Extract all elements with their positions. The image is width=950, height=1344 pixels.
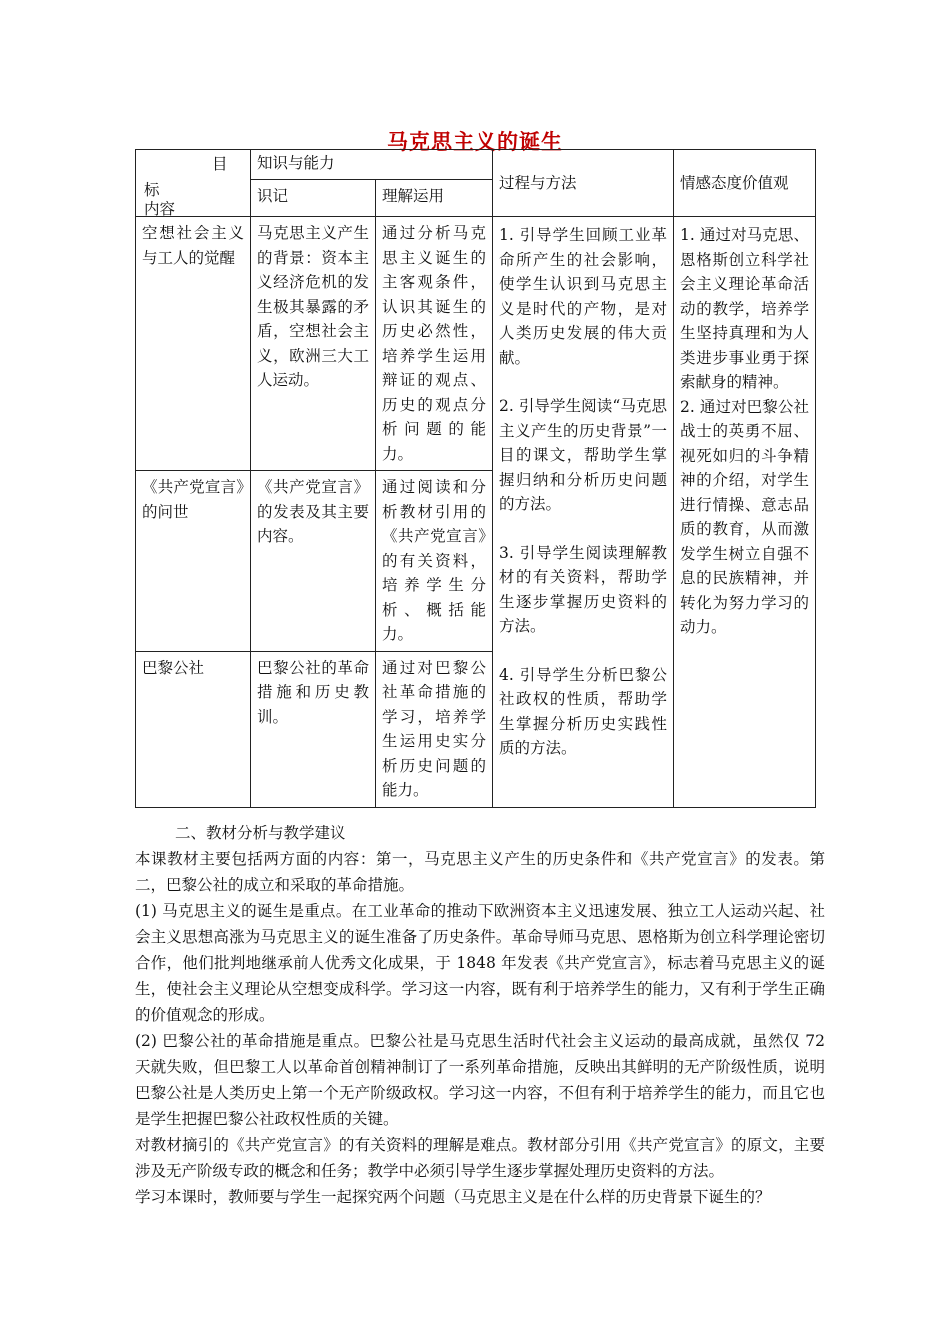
emotion-item: 1. 通过对马克思、恩格斯创立科学社会主义理论革命活动的教学，培养学生坚持真理和为人类进步事业勇于探索献身的精神。 bbox=[680, 226, 810, 391]
row-topic: 巴黎公社 bbox=[136, 651, 251, 807]
row-apply: 通过对巴黎公社革命措施的学习，培养学生运用史实分析历史问题的能力。 bbox=[376, 651, 493, 807]
objectives-table bbox=[135, 149, 816, 808]
header-corner-cell bbox=[136, 150, 251, 217]
table-row bbox=[136, 217, 816, 471]
process-item: 2. 引导学生阅读“马克思主义产生的历史背景”一目的课文，帮助学生掌握归纳和分析历史问题的方法。 bbox=[499, 397, 668, 513]
paragraph: 对教材摘引的《共产党宣言》的有关资料的理解是难点。教材部分引用《共产党宣言》的原文，主要涉及无产阶级专政的概念和任务；教学中必须引导学生逐步掌握处理历史资料的方法。 bbox=[135, 1136, 825, 1180]
paragraph: (1) 马克思主义的诞生是重点。在工业革命的推动下欧洲资本主义迅速发展、独立工人运动兴起、社会主义思想高涨为马克思主义的诞生准备了历史条件。革命导师马克思、恩格斯为创立科学理论密切合作，他们批判地继承前人优秀文化成果，于 1848 年发表《共产党宣言》，标志着马克思主义的诞生，使社会主义理论从空想变成科学。学习这一内容，既有利于培养学生的能力，又有利于学生正确的价值观念的形成。 bbox=[135, 902, 825, 1024]
row-recall: 《共产党宣言》的发表及其主要内容。 bbox=[251, 471, 376, 652]
corner-neirong: 内容 bbox=[144, 200, 176, 218]
row-apply: 通过分析马克思主义诞生的主客观条件，认识其诞生的历史必然性，培养学生运用辩证的观点、历史的观点分析问题的能力。 bbox=[376, 217, 493, 471]
paragraph: (2) 巴黎公社的革命措施是重点。巴黎公社是马克思生活时代社会主义运动的最高成就，虽然仅 72 天就失败，但巴黎工人以革命首创精神制订了一系列革命措施，反映出其鲜明的无产阶级性质，说明巴黎公社是人类历史上第一个无产阶级政权。学习这一内容，不但有利于培养学生的能力，而且它也是学生把握巴黎公社政权性质的关键。 bbox=[135, 1032, 825, 1128]
corner-mu: 目 bbox=[212, 155, 228, 173]
process-item: 3. 引导学生阅读理解教材的有关资料，帮助学生逐步掌握历史资料的方法。 bbox=[499, 543, 668, 635]
emotion-values-cell bbox=[674, 217, 816, 808]
header-emotion-values: 情感态度价值观 bbox=[674, 150, 816, 217]
paragraph: 学习本课时，教师要与学生一起探究两个问题（马克思主义是在什么样的历史背景下诞生的？ bbox=[135, 1188, 771, 1206]
document-title: 马克思主义的诞生 bbox=[387, 130, 563, 154]
process-item: 1. 引导学生回顾工业革命所产生的社会影响，使学生认识到马克思主义是时代的产物，是对人类历史发展的伟大贡献。 bbox=[499, 226, 668, 367]
process-method-cell bbox=[493, 217, 674, 808]
header-recall: 识记 bbox=[251, 180, 376, 217]
header-understand-apply: 理解运用 bbox=[376, 180, 493, 217]
table-header-row-1 bbox=[136, 150, 816, 180]
header-knowledge-ability: 知识与能力 bbox=[251, 150, 493, 180]
header-process-method: 过程与方法 bbox=[493, 150, 674, 217]
corner-biao: 标 bbox=[144, 181, 160, 199]
row-topic: 空想社会主义与工人的觉醒 bbox=[136, 217, 251, 471]
row-apply: 通过阅读和分析教材引用的《共产党宣言》的有关资料，培养学生分析、概括能力。 bbox=[376, 471, 493, 652]
section-heading: 二、教材分析与教学建议 bbox=[175, 824, 346, 842]
row-recall: 马克思主义产生的背景：资本主义经济危机的发生极其暴露的矛盾，空想社会主义，欧洲三大工人运动。 bbox=[251, 217, 376, 471]
section-2 bbox=[135, 820, 825, 1210]
paragraph: 本课教材主要包括两方面的内容：第一，马克思主义产生的历史条件和《共产党宣言》的发表。第二，巴黎公社的成立和采取的革命措施。 bbox=[135, 850, 825, 894]
row-topic: 《共产党宣言》的问世 bbox=[136, 471, 251, 652]
emotion-item: 2. 通过对巴黎公社战士的英勇不屈、视死如归的斗争精神的介绍，对学生进行情操、意志品质的教育，从而激发学生树立自强不息的民族精神，并转化为努力学习的动力。 bbox=[680, 397, 810, 636]
process-item: 4. 引导学生分析巴黎公社政权的性质，帮助学生掌握分析历史实践性质的方法。 bbox=[499, 665, 668, 757]
row-recall: 巴黎公社的革命措施和历史教训。 bbox=[251, 651, 376, 807]
